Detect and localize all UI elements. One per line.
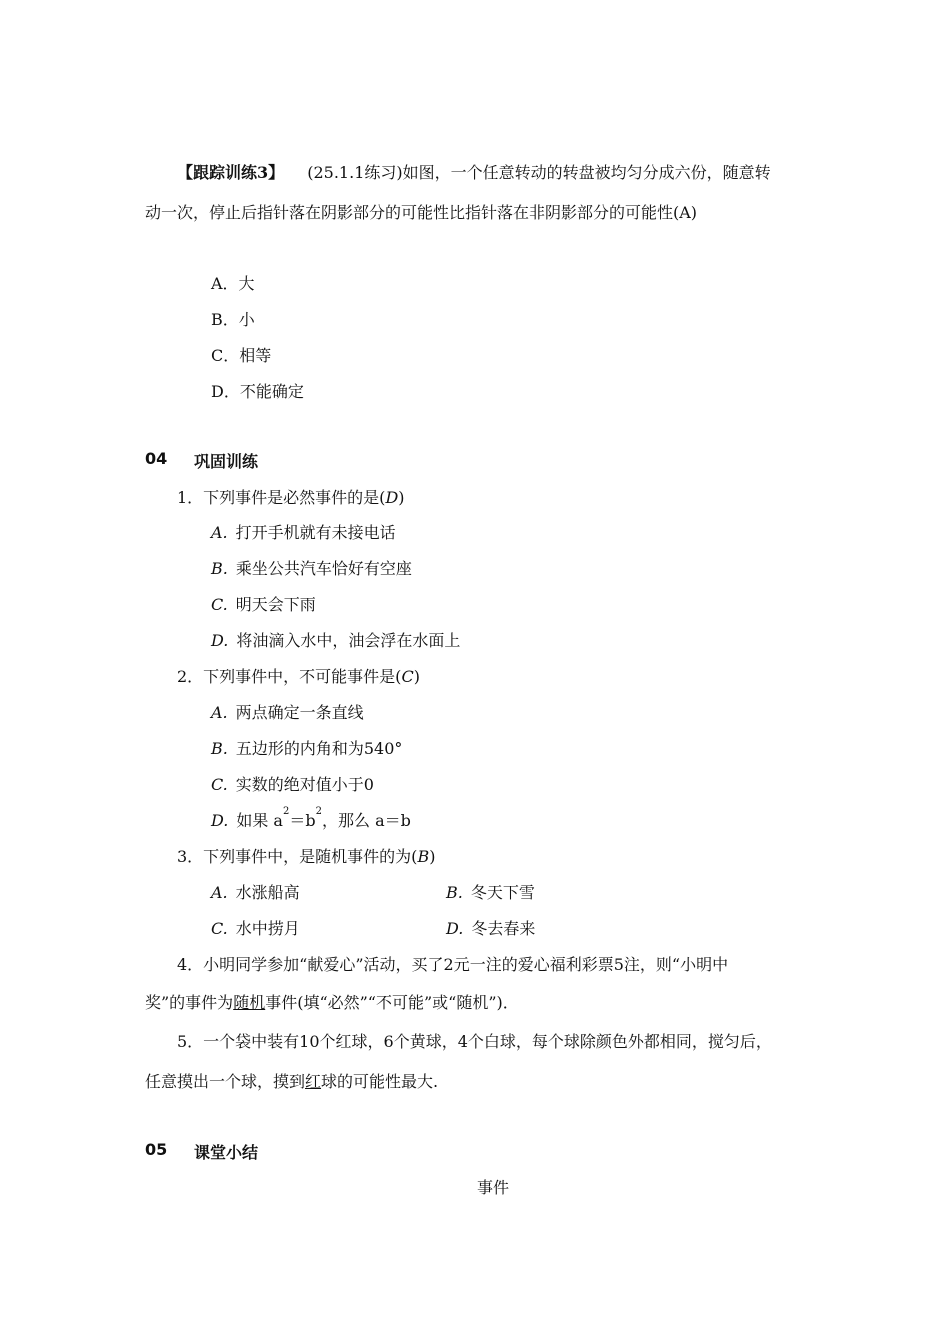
q1-option-a: A. 打开手机就有未接电话 bbox=[211, 523, 396, 542]
q1-stem: 1．下列事件是必然事件的是(D) bbox=[177, 488, 405, 507]
q5-answer: 红 bbox=[305, 1072, 322, 1091]
q5-line-1: 5．一个袋中装有10个红球，6个黄球，4个白球，每个球除颜色外都相同，搅匀后， bbox=[177, 1032, 772, 1051]
q2-option-d: D. 如果 $a^2=b^2$，那么 a＝b bbox=[211, 806, 411, 830]
q1-option-b: B. 乘坐公共汽车恰好有空座 bbox=[211, 559, 412, 578]
q1-option-d: D. 将油滴入水中，油会浮在水面上 bbox=[211, 631, 461, 650]
tracking-option-d: D．不能确定 bbox=[211, 382, 304, 401]
q5-line-2: 任意摸出一个球，摸到红球的可能性最大. bbox=[145, 1072, 439, 1091]
tracking-option-b: B．小 bbox=[211, 310, 255, 329]
tracking-option-c: C．相等 bbox=[211, 346, 272, 365]
section-05-number: 05 bbox=[145, 1140, 168, 1159]
q3-stem: 3．下列事件中，是随机事件的为(B) bbox=[177, 847, 436, 866]
tracking-text-1: 如图，一个任意转动的转盘被均匀分成六份，随意转 bbox=[402, 163, 771, 182]
section-04-number: 04 bbox=[145, 449, 168, 468]
tracking-line-1 bbox=[177, 160, 771, 183]
q1-answer: D bbox=[385, 488, 399, 507]
q4-answer: 随机 bbox=[233, 993, 266, 1012]
tracking-option-a: A．大 bbox=[211, 274, 255, 293]
section-05-title: 课堂小结 bbox=[194, 1143, 259, 1162]
summary-caption: 事件 bbox=[477, 1178, 510, 1197]
q2-option-b: B. 五边形的内角和为540° bbox=[211, 739, 403, 758]
q2-option-a: A. 两点确定一条直线 bbox=[211, 703, 364, 722]
section-04-title: 巩固训练 bbox=[194, 452, 259, 471]
q3-answer: B bbox=[417, 847, 430, 866]
q4-line-1: 4．小明同学参加“献爱心”活动，买了2元一注的爱心福利彩票5注，则“小明中 bbox=[177, 955, 729, 974]
tracking-line-2: 动一次，停止后指针落在阴影部分的可能性比指针落在非阴影部分的可能性(A) bbox=[145, 203, 698, 222]
q4-line-2: 奖”的事件为随机事件(填“必然”“不可能”或“随机”)． bbox=[145, 993, 519, 1012]
q3-option-b: B. 冬天下雪 bbox=[446, 883, 535, 902]
q3-option-a: A. 水涨船高 bbox=[211, 883, 300, 902]
q2-stem: 2．下列事件中，不可能事件是(C) bbox=[177, 667, 420, 686]
q2-answer: C bbox=[401, 667, 414, 686]
q3-option-d: D. 冬去春来 bbox=[446, 919, 536, 938]
q3-option-c: C. 水中捞月 bbox=[211, 919, 300, 938]
q2-option-c: C. 实数的绝对值小于0 bbox=[211, 775, 374, 794]
tracking-ref: (25.1.1练习) bbox=[307, 163, 403, 182]
q1-option-c: C. 明天会下雨 bbox=[211, 595, 316, 614]
tracking-label: 【跟踪训练3】 bbox=[177, 163, 285, 182]
